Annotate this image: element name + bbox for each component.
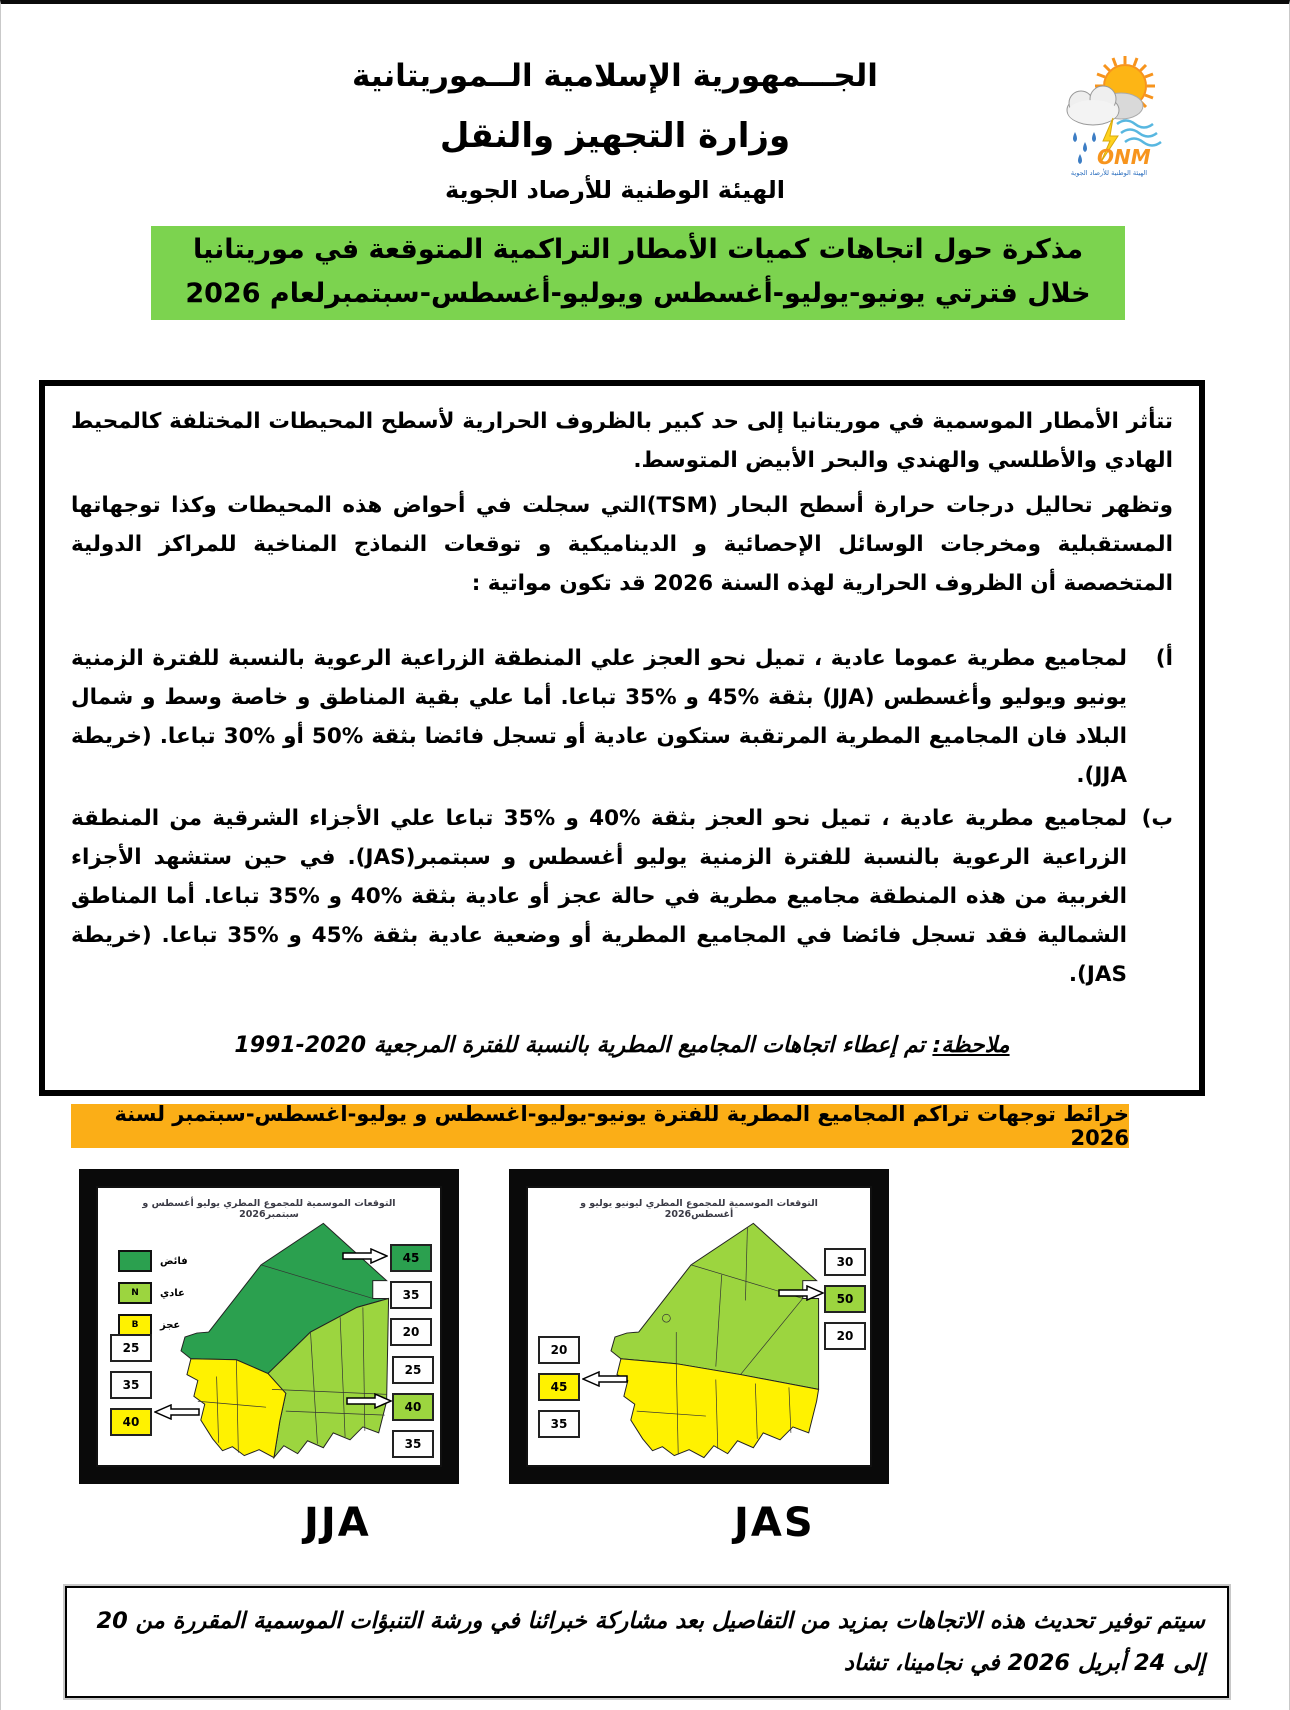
- map-frame-jja: [79, 1169, 459, 1484]
- map-caption-jja: JJA: [304, 1500, 371, 1546]
- legend-row-normal: [118, 1282, 188, 1304]
- prob-box-normal: 40: [392, 1393, 434, 1421]
- country-name: الجـــمهورية الإسلامية الــموريتانية: [352, 58, 878, 94]
- prob-box-surplus: 30: [824, 1248, 866, 1276]
- prob-box-surplus: 25: [110, 1334, 152, 1362]
- paragraph-oceans: تتأثر الأمطار الموسمية في موريتانيا إلى حد كبير بالظروف الحرارية لأسطح المحيطات المختلفة كالمحيط الهادي والأطلسي والهندي والبحر الأبيض المتوسط.: [71, 409, 1173, 473]
- prob-box-deficit: 45: [538, 1373, 580, 1401]
- reference-period-note: [71, 1026, 1173, 1065]
- legend-label-surplus: فائض: [160, 1255, 188, 1267]
- map-panel-jas: [526, 1186, 872, 1467]
- arrow-icon: [342, 1248, 388, 1264]
- map-title-jas: التوقعات الموسمية للمجموع المطري ليونيو يوليو و أغسطس2026: [580, 1198, 818, 1220]
- prob-stack-west: [538, 1336, 580, 1438]
- memo-body-box: [39, 380, 1205, 1096]
- update-note-box: سيتم توفير تحديث هذه الاتجاهات بمزيد من التفاصيل بعد مشاركة خبرائنا في ورشة التنبؤات الموسمية المقررة من 20 إلى 24 أبريل 2026 في نجامينا، تشاد: [65, 1586, 1229, 1698]
- prob-box-surplus: 20: [538, 1336, 580, 1364]
- list-item-b-label: ب): [1141, 806, 1173, 831]
- waves-icon: [1117, 121, 1161, 146]
- prob-stack-west: [110, 1334, 152, 1436]
- map-frame-jas: [509, 1169, 889, 1484]
- arrow-icon: [778, 1285, 824, 1301]
- legend-row-surplus: [118, 1250, 188, 1272]
- memo-title-line1: مذكرة حول اتجاهات كميات الأمطار التراكمية المتوقعة في موريتانيا: [192, 234, 1084, 265]
- memo-title-line2: خلال فترتي يونيو-يوليو-أغسطس ويوليو-أغسطس-سبتمبرلعام 2026: [185, 278, 1091, 309]
- prob-stack-northeast: [390, 1244, 432, 1346]
- prob-box-surplus: 25: [392, 1356, 434, 1384]
- ministry-name: وزارة التجهيز والنقل: [439, 116, 791, 156]
- list-item-a-text: لمجاميع مطرية عموما عادية ، تميل نحو العجز علي المنطقة الزراعية الرعوية بالنسبة للفترة الزمنية يونيو ويوليو وأغسطس (JJA) بثقة %45 و %35 تباعا. أما علي بقية المناطق و خاصة وسط و شمال البلاد فان المجاميع المطرية المرتقبة ستكون عادية أو تسجل فائضا بثقة %50 أو %30 تباعا. (خريطة JJA).: [71, 646, 1128, 788]
- prob-box-normal: 50: [824, 1285, 866, 1313]
- prob-box-deficit: 20: [390, 1318, 432, 1346]
- legend-color-deficit: B: [118, 1314, 152, 1336]
- prob-box-deficit: 20: [824, 1322, 866, 1350]
- map-legend: [118, 1250, 188, 1336]
- list-item-a: [71, 639, 1173, 795]
- memo-title-box: [151, 226, 1125, 320]
- legend-color-normal: N: [118, 1282, 152, 1304]
- weather-agency-logo-icon: [1033, 48, 1189, 178]
- legend-label-deficit: عجز: [160, 1319, 181, 1331]
- map-panel-jja: [96, 1186, 442, 1467]
- legend-row-deficit: [118, 1314, 188, 1336]
- prob-stack-east: [824, 1248, 866, 1350]
- arrow-icon: [154, 1404, 200, 1420]
- map-title-jja: التوقعات الموسمية للمجموع المطري يوليو أغسطس و سبتمبر2026: [142, 1198, 396, 1220]
- prob-box-normal: 35: [110, 1371, 152, 1399]
- agency-name: الهيئة الوطنية للأرصاد الجوية: [444, 176, 786, 204]
- rain-icon: [1073, 132, 1096, 164]
- note-label: ملاحظة:: [932, 1033, 1010, 1058]
- arrow-icon: [346, 1393, 392, 1409]
- legend-color-surplus: [118, 1250, 152, 1272]
- prob-box-surplus: 45: [390, 1244, 432, 1272]
- legend-label-normal: عادي: [160, 1287, 185, 1299]
- logo-org-name: الهيئة الوطنية للأرصاد الجوية: [1070, 169, 1148, 177]
- list-item-b: [71, 799, 1173, 994]
- map-caption-jas: JAS: [734, 1500, 815, 1546]
- prob-box-deficit: 35: [392, 1430, 434, 1458]
- list-item-b-text: لمجاميع مطرية عادية ، تميل نحو العجز بثقة %40 و %35 تباعا علي الأجزاء الشرقية من المنطقة الزراعية الرعوية بالنسبة للفترة الزمنية يوليو أغسطس و سبتمبر(JAS). في حين ستشهد الأجزاء الغربية من هذه المنطقة مجاميع مطرية في حالة عجز أو عادية بثقة %40 و %35 تباعا. أما المناطق الشمالية فقد تسجل فائضا في المجاميع المطرية أو وضعية عادية بثقة %45 و %35 تباعا. (خريطة JAS).: [71, 806, 1128, 987]
- prob-stack-southeast: [392, 1356, 434, 1458]
- list-item-a-label: أ): [1155, 646, 1173, 671]
- logo-acronym: ONM: [1097, 145, 1151, 169]
- maps-section-banner: خرائط توجهات تراكم المجاميع المطرية للفترة يونيو-يوليو-اغسطس و يوليو-اغسطس-سبتمبر لسنة 2026: [71, 1104, 1129, 1148]
- prob-box-deficit: 40: [110, 1408, 152, 1436]
- paragraph-tsm-analysis: وتظهر تحاليل درجات حرارة أسطح البحار (TSM)التي سجلت في أحواض هذه المحيطات وكذا توجهاتها المستقبلية ومخرجات الوسائل الإحصائية و الديناميكية و توقعات النماذج المناخية للمراكز الدولية المتخصصة أن الظروف الحرارية لهذه السنة 2026 قد تكون مواتية :: [71, 493, 1174, 596]
- prob-box-normal: 35: [538, 1410, 580, 1438]
- arrow-icon: [582, 1371, 628, 1387]
- prob-box-normal: 35: [390, 1281, 432, 1309]
- note-text: تم إعطاء اتجاهات المجاميع المطرية بالنسبة للفترة المرجعية 2020-1991: [234, 1033, 933, 1058]
